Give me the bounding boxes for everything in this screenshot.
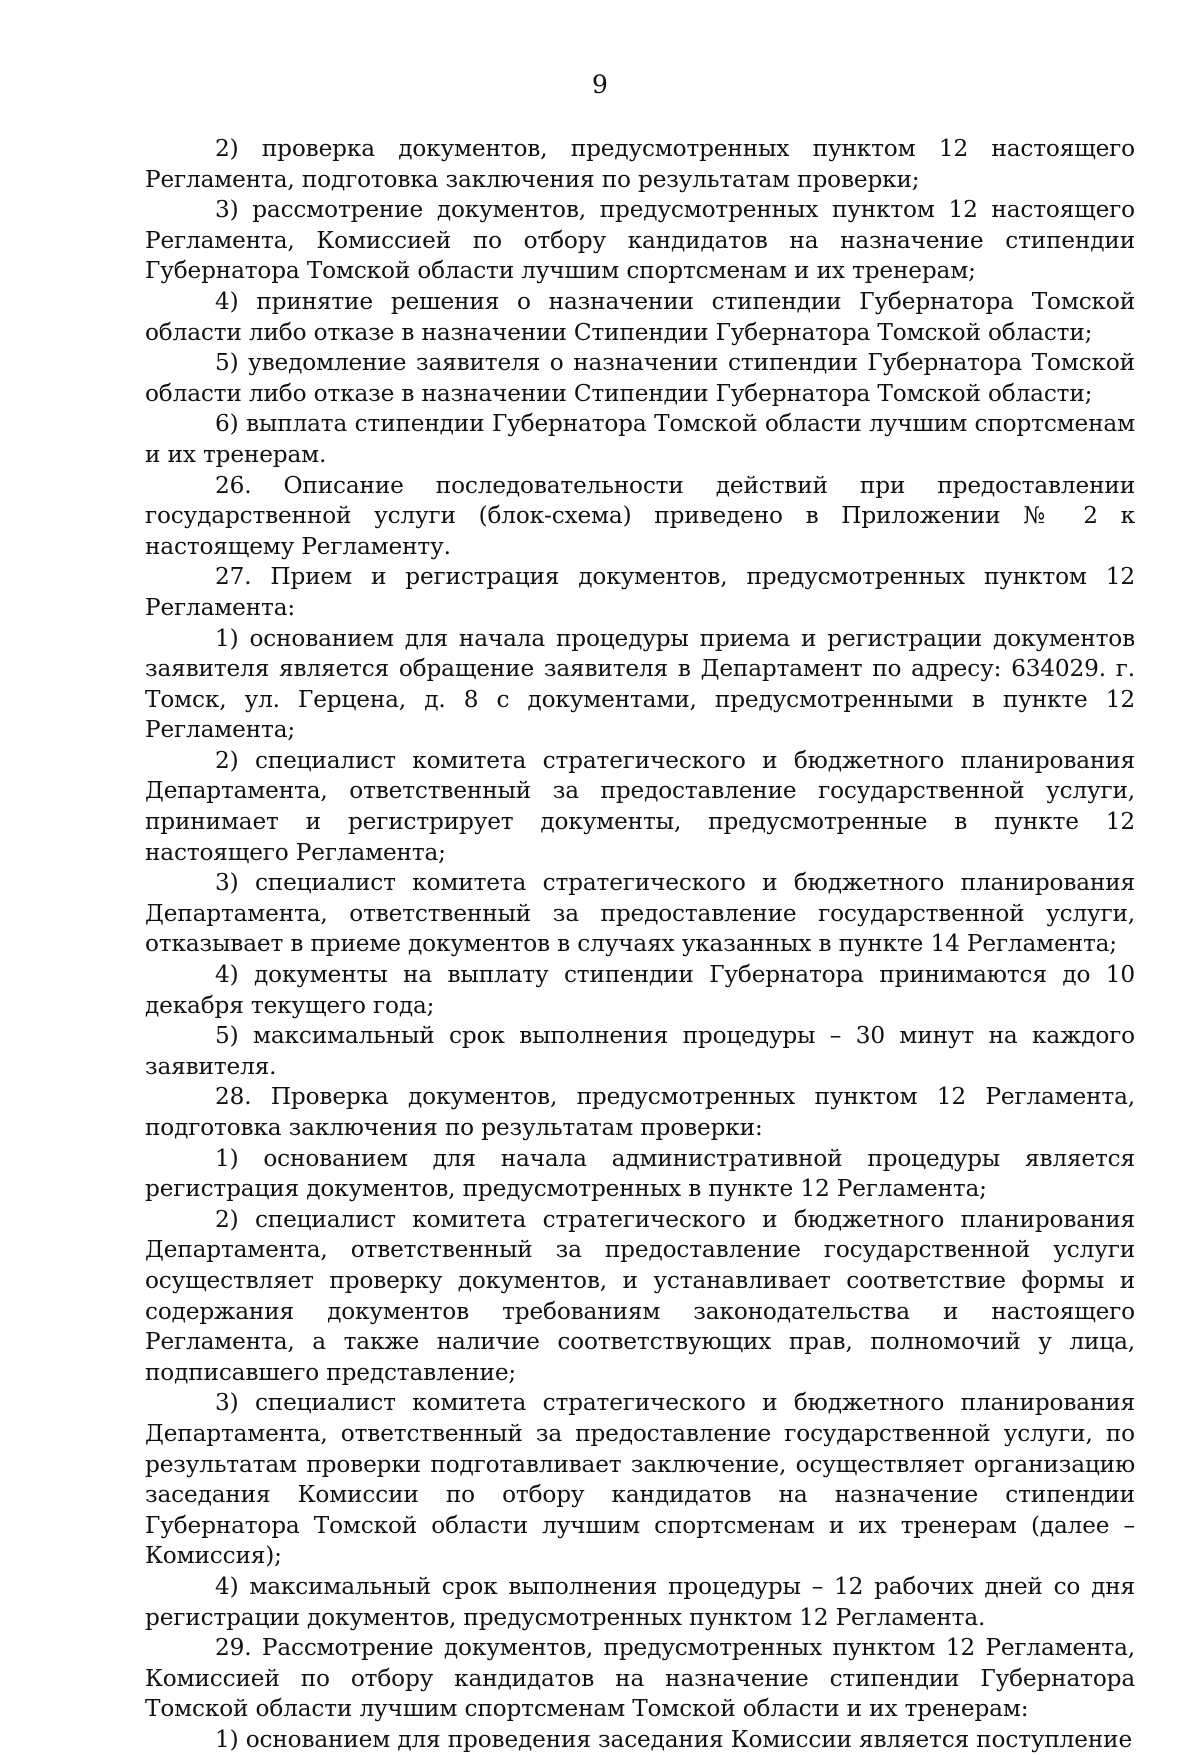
paragraph-29-1-basis: 1) основанием для проведения заседания Комиссии является поступление (215, 1725, 1133, 1753)
paragraph-27-1-basis: 1) основанием для начала процедуры приема и регистрации документов заявителя является обращение заявителя в Департамент по адресу: 634029. г. Томск, ул. Герцена, д. 8 с документами, предусмотренными в пункте 12 Регламента; (145, 624, 1135, 744)
paragraph-item-5-notification: 5) уведомление заявителя о назначении стипендии Губернатора Томской области либо отказе в назначении Стипендии Губернатора Томской области; (145, 349, 1135, 407)
paragraph-28-4-max-duration: 4) максимальный срок выполнения процедуры – 12 рабочих дней со дня регистрации документов, предусмотренных пунктом 12 Регламента. (145, 1572, 1135, 1631)
paragraph-27-2-accept-register: 2) специалист комитета стратегического и бюджетного планирования Департамента, ответственный за предоставление государственной услуги, принимает и регистрирует документы, предусмотренные в пункте 12 настоящего Регламента; (145, 746, 1135, 866)
paragraph-27-5-max-duration: 5) максимальный срок выполнения процедуры – 30 минут на каждого заявителя. (145, 1022, 1135, 1080)
paragraph-28-3-conclusion: 3) специалист комитета стратегического и бюджетного планирования Департамента, ответственный за предоставление государственной услуги, по результатам проверки подготавливает заключение, осуществляет организацию заседания Комиссии по отбору кандидатов на назначение стипендии Губернатора Томской области лучшим спортсменам и их тренерам (далее – Комиссия); (145, 1389, 1135, 1570)
paragraph-27-4-deadline: 4) документы на выплату стипендии Губернатора принимаются до 10 декабря текущего года; (145, 961, 1135, 1019)
paragraph-item-3-review: 3) рассмотрение документов, предусмотренных пунктом 12 настоящего Регламента, Комиссией по отбору кандидатов на назначение стипендии Губернатора Томской области лучшим спортсменам и их тренерам; (145, 196, 1135, 285)
paragraph-29-commission-review: 29. Рассмотрение документов, предусмотренных пунктом 12 Регламента, Комиссией по отбору кандидатов на назначение стипендии Губернатора Томской области лучшим спортсменам Томской области и их тренерам: (145, 1634, 1135, 1723)
paragraph-item-2-verification: 2) проверка документов, предусмотренных пунктом 12 настоящего Регламента, подготовка заключения по результатам проверки; (145, 135, 1135, 193)
paragraph-27-reception-registration: 27. Прием и регистрация документов, предусмотренных пунктом 12 Регламента: (145, 563, 1135, 621)
paragraph-item-4-decision: 4) принятие решения о назначении стипендии Губернатора Томской области либо отказе в назначении Стипендии Губернатора Томской области; (145, 287, 1135, 346)
document-body (145, 134, 1135, 1755)
paragraph-item-6-payment: 6) выплата стипендии Губернатора Томской области лучшим спортсменам и их тренерам. (145, 410, 1135, 468)
paragraph-28-verification: 28. Проверка документов, предусмотренных пунктом 12 Регламента, подготовка заключения по результатам проверки: (145, 1083, 1135, 1141)
page-number: 9 (592, 70, 608, 99)
paragraph-28-2-check: 2) специалист комитета стратегического и бюджетного планирования Департамента, ответственный за предоставление государственной услуги осуществляет проверку документов, и устанавливает соответствие формы и содержания документов требованиям законодательства и настоящего Регламента, а также наличие соответствующих прав, полномочий у лица, подписавшего представление; (145, 1205, 1135, 1386)
paragraph-27-3-refusal: 3) специалист комитета стратегического и бюджетного планирования Департамента, ответственный за предоставление государственной услуги, отказывает в приеме документов в случаях указанных в пункте 14 Регламента; (145, 869, 1135, 958)
paragraph-28-1-basis: 1) основанием для начала административной процедуры является регистрация документов, предусмотренных в пункте 12 Регламента; (145, 1144, 1135, 1203)
paragraph-26-description: 26. Описание последовательности действий при предоставлении государственной услуги (блок-схема) приведено в Приложении № 2 к настоящему Регламенту. (145, 471, 1135, 560)
